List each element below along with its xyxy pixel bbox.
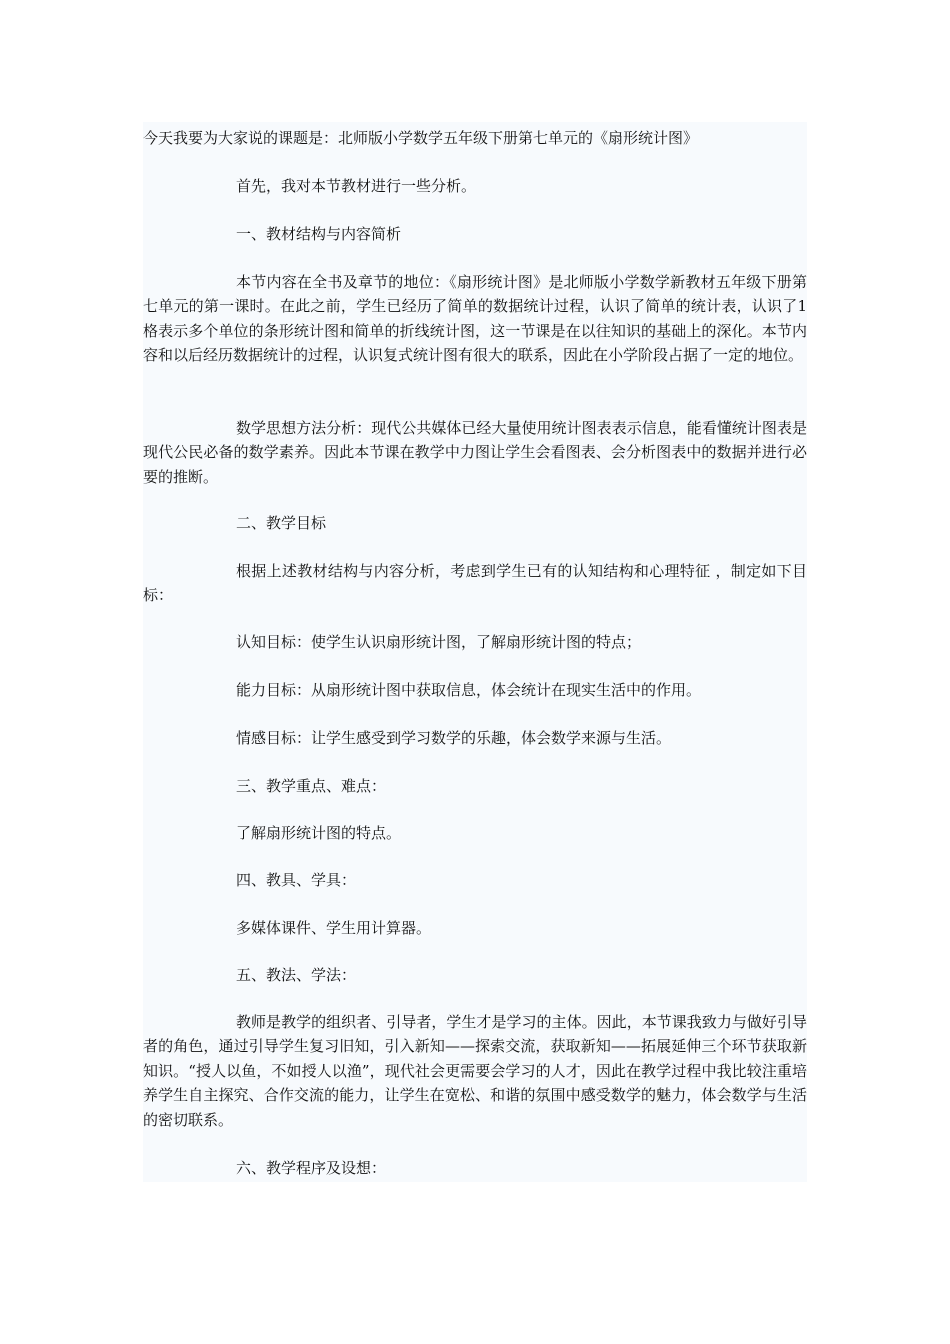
paragraph-position: 本节内容在全书及章节的地位：《扇形统计图》是北师版小学数学新教材五年级下册第七单元的第一课时。在此之前，学生已经历了简单的数据统计过程，认识了简单的统计表，认识了1格表示多个单位的条形统计图和简单的折线统计图，这一节课是在以往知识的基础上的深化。本节内容和以后经历数据统计的过程，认识复式统计图有很大的联系，因此在小学阶段占据了一定的地位。 <box>143 273 807 365</box>
paragraph-goals-intro: 根据上述教材结构与内容分析，考虑到学生已有的认知结构和心理特征 ，制定如下目标： <box>143 562 807 605</box>
section-heading-1: 一、教材结构与内容简析 <box>236 225 402 243</box>
section-heading-5: 五、教法、学法： <box>236 966 357 984</box>
goal-emotion: 情感目标：让学生感受到学习数学的乐趣，体会数学来源与生活。 <box>236 729 672 747</box>
document-page <box>143 122 807 1182</box>
paragraph-method: 数学思想方法分析：现代公共媒体已经大量使用统计图表表示信息，能看懂统计图表是现代公民必备的数学素养。因此本节课在教学中力图让学生会看图表、会分析图表中的数据并进行必要的推断。 <box>143 419 807 486</box>
first-line: 首先，我对本节教材进行一些分析。 <box>236 177 477 195</box>
tools-line: 多媒体课件、学生用计算器。 <box>236 919 432 937</box>
section-heading-3: 三、教学重点、难点： <box>236 777 387 795</box>
paragraph-teaching-method: 教师是教学的组织者、引导者，学生才是学习的主体。因此，本节课我致力与做好引导者的角色，通过引导学生复习旧知，引入新知——探索交流，获取新知——拓展延伸三个环节获取新知识。“授人以鱼，不如授人以渔”，现代社会更需要会学习的人才，因此在教学过程中我比较注重培养学生自主探究、合作交流的能力，让学生在宽松、和谐的氛围中感受数学的魅力，体会数学与生活的密切联系。 <box>143 1013 807 1129</box>
intro-line: 今天我要为大家说的课题是：北师版小学数学五年级下册第七单元的《扇形统计图》 <box>143 129 699 147</box>
goal-cognitive: 认知目标：使学生认识扇形统计图，了解扇形统计图的特点； <box>236 633 642 651</box>
goal-ability: 能力目标：从扇形统计图中获取信息，体会统计在现实生活中的作用。 <box>236 681 702 699</box>
section-heading-4: 四、教具、学具： <box>236 871 357 889</box>
section-heading-2: 二、教学目标 <box>236 514 327 532</box>
section-heading-6: 六、教学程序及设想： <box>236 1159 387 1177</box>
key-point: 了解扇形统计图的特点。 <box>236 824 402 842</box>
